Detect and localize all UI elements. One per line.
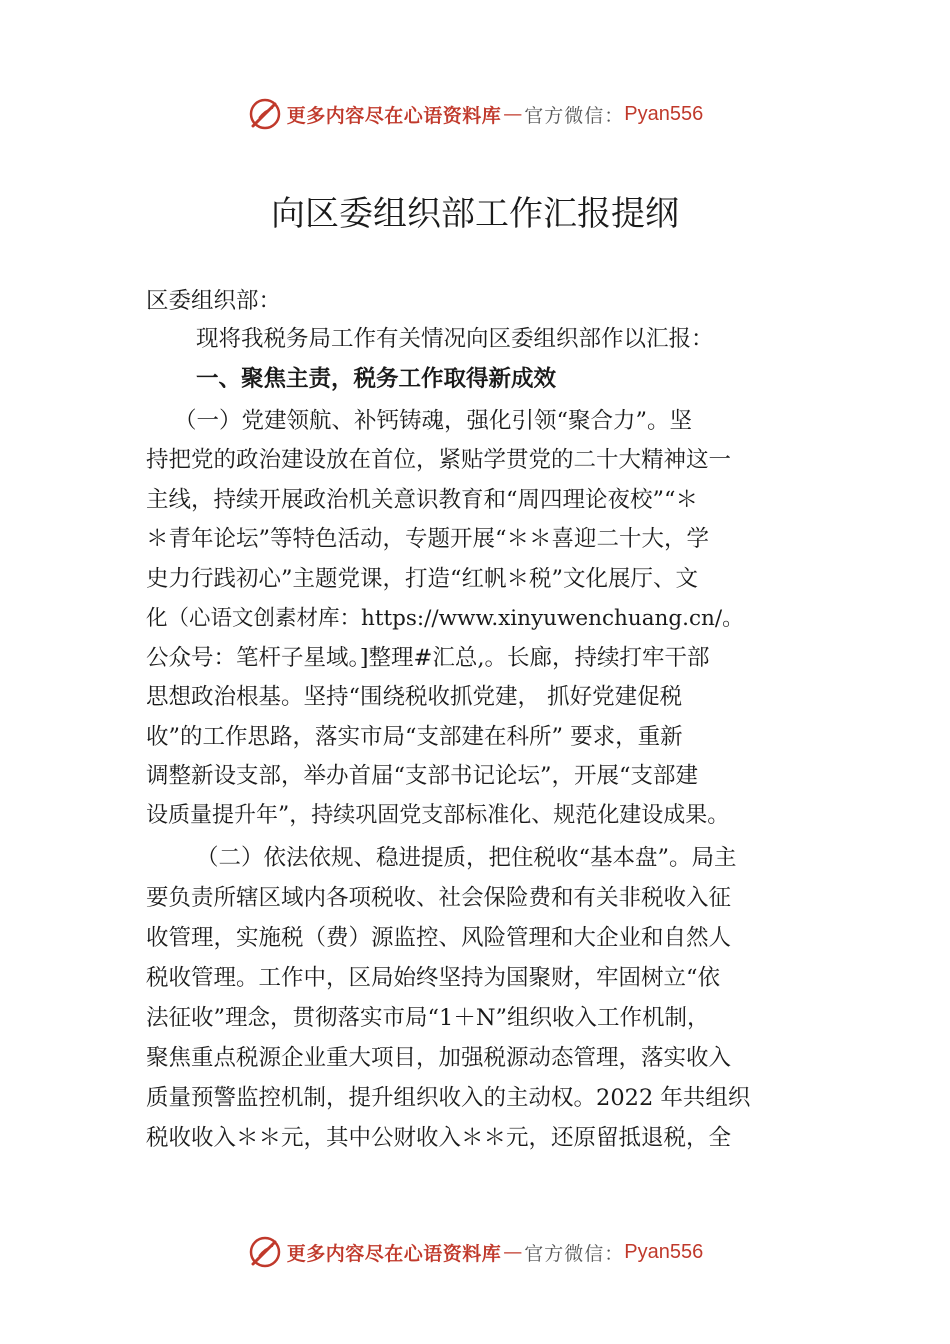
paragraph-line: 收管理，实施税（费）源监控、风险管理和大企业和自然人: [146, 925, 732, 951]
paragraph-line: 调整新设支部，举办首届“支部书记论坛”，开展“支部建: [146, 763, 699, 789]
paragraph-line: 史力行践初心”主题党课，打造“红帆＊税”文化展厅、文: [146, 566, 699, 592]
paragraph-line: 税收收入＊＊元，其中公财收入＊＊元，还原留抵退税，全: [146, 1125, 732, 1151]
paragraph-line: 法征收”理念，贯彻落实市局“1＋N”组织收入工作机制，: [146, 1005, 710, 1031]
paragraph-line: 公众号：笔杆子星域。]整理#汇总,。长廊，持续打牢干部: [146, 645, 710, 671]
paragraph-line: 持把党的政治建设放在首位，紧贴学贯党的二十大精神这一: [146, 447, 732, 473]
paragraph-line: ＊青年论坛”等特色活动，专题开展“＊＊喜迎二十大，学: [146, 526, 710, 552]
paragraph-line: 收”的工作思路，落实市局“支部建在科所” 要求，重新: [146, 724, 683, 750]
banner-dash: —: [503, 1241, 523, 1263]
paragraph-line: 质量预警监控机制，提升组织收入的主动权。2022 年共组织: [146, 1085, 751, 1111]
paragraph-line: 化（心语文创素材库：https://www.xinyuwenchuang.cn/。: [146, 606, 744, 631]
paragraph-line: 思想政治根基。坚持“围绕税收抓党建， 抓好党建促税: [146, 684, 683, 710]
paragraph-line: （二）依法依规、稳进提质，把住税收“基本盘”。局主: [196, 845, 737, 871]
banner-site-name: 更多内容尽在心语资料库: [286, 1242, 502, 1265]
footer-banner: [0, 1232, 950, 1272]
salutation: 区委组织部：: [146, 288, 282, 314]
banner-wechat-label: 官方微信：: [524, 104, 625, 127]
paragraph-line: 聚焦重点税源企业重大项目，加强税源动态管理，落实收入: [146, 1045, 732, 1071]
paragraph-line: （一）党建领航、补钙铸魂，强化引领“聚合力”。坚: [174, 408, 693, 434]
paragraph-line: 设质量提升年”，持续巩固党支部标准化、规范化建设成果。: [146, 803, 730, 828]
banner-site-name: 更多内容尽在心语资料库: [286, 104, 502, 127]
banner-wechat-id: Pyan556: [624, 1240, 704, 1263]
header-banner: [0, 94, 950, 134]
section-heading-1: 一、聚焦主责，税务工作取得新成效: [196, 366, 557, 392]
document-title: 向区委组织部工作汇报提纲: [271, 194, 679, 234]
paragraph-line: 税收管理。工作中，区局始终坚持为国聚财，牢固树立“依: [146, 965, 721, 991]
intro-paragraph: 现将我税务局工作有关情况向区委组织部作以汇报：: [196, 326, 714, 352]
banner-wechat-label: 官方微信：: [524, 1242, 625, 1265]
pen-logo-icon: [247, 1234, 283, 1270]
banner-dash: —: [503, 103, 523, 125]
banner-wechat-id: Pyan556: [624, 102, 704, 125]
pen-logo-icon: [247, 96, 283, 132]
paragraph-line: 要负责所辖区域内各项税收、社会保险费和有关非税收入征: [146, 885, 732, 911]
paragraph-line: 主线，持续开展政治机关意识教育和“周四理论夜校”“＊: [146, 487, 699, 513]
